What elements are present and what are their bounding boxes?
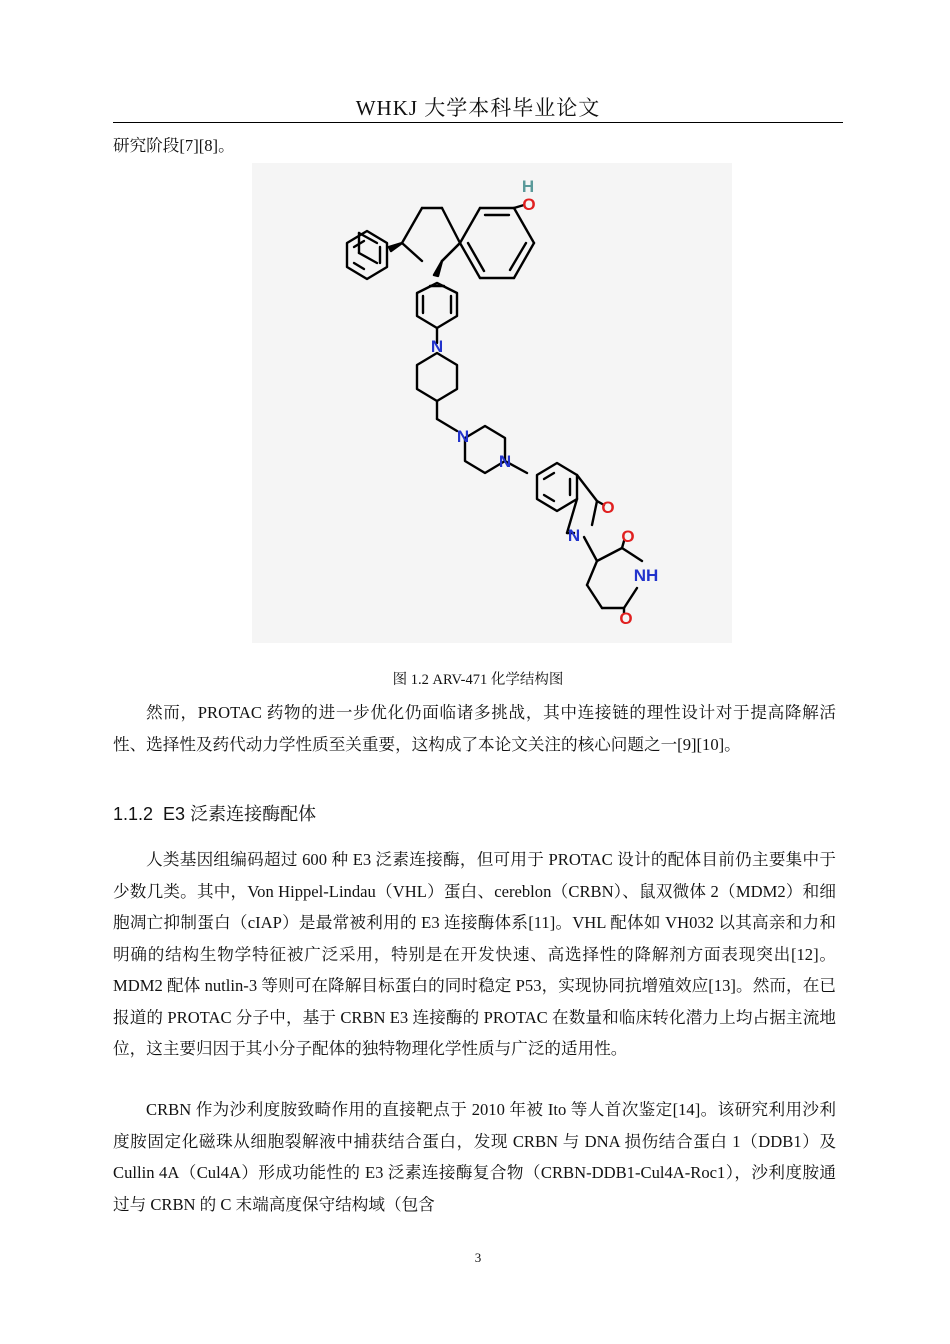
top-fragment: 研究阶段[7][8]。 bbox=[113, 136, 235, 155]
atom-label-o1: O bbox=[522, 195, 536, 214]
section-title: E3 泛素连接酶配体 bbox=[163, 804, 317, 824]
page-number: 3 bbox=[474, 1250, 482, 1265]
chemical-structure-figure bbox=[252, 163, 732, 643]
section-number: 1.1.2 bbox=[113, 804, 154, 824]
atom-label-o4: O bbox=[619, 609, 633, 628]
atom-label-n2: N bbox=[456, 427, 470, 446]
arv-471-structure bbox=[252, 163, 732, 643]
page-header-title: WHKJ 大学本科毕业论文 bbox=[355, 96, 601, 120]
figure-caption: 图 1.2 ARV-471 化学结构图 bbox=[392, 672, 564, 688]
paragraph-3: CRBN 作为沙利度胺致畸作用的直接靶点于 2010 年被 Ito 等人首次鉴定[14]。该研究利用沙利度胺固定化磁珠从细胞裂解液中捕获结合蛋白，发现 CRBN 与 DNA 损伤结合蛋白 1（DDB1）及 Cullin 4A（Cul4A）形成功能性的 E3 泛素连接酶复合物（CRBN-DDB1-Cul4A-Roc1），沙利度胺通过与 CRBN 的 C 末端高度保守结构域（包含 bbox=[113, 1100, 836, 1214]
atom-label-n4: N bbox=[567, 526, 581, 545]
atom-label-h1: H bbox=[521, 177, 535, 196]
atom-label-n1: N bbox=[430, 337, 444, 356]
paragraph-2: 人类基因组编码超过 600 种 E3 泛素连接酶，但可用于 PROTAC 设计的配体目前仍主要集中于少数几类。其中，Von Hippel-Lindau（VHL）蛋白、cereblon（CRBN）、鼠双微体 2（MDM2）和细胞凋亡抑制蛋白（cIAP）是最常被利用的 E3 连接酶体系[11]。VHL 配体如 VH032 以其高亲和力和明确的结构生物学特征被广泛采用，特别是在开发快速、高选择性的降解剂方面表现突出[12]。MDM2 配体 nutlin-3 等则可在降解目标蛋白的同时稳定 P53，实现协同抗增殖效应[13]。然而，在已报道的 PROTAC 分子中，基于 CRBN E3 连接酶的 PROTAC 在数量和临床转化潜力上均占据主流地位，这主要归因于其小分子配体的独特物理化学性质与广泛的适用性。 bbox=[113, 850, 836, 1058]
header-rule bbox=[113, 122, 843, 123]
atom-label-o2: O bbox=[601, 498, 615, 517]
section-heading bbox=[113, 800, 316, 826]
atom-label-o3: O bbox=[621, 527, 635, 546]
paragraph-1: 然而，PROTAC 药物的进一步优化仍面临诸多挑战，其中连接链的理性设计对于提高降解活性、选择性及药代动力学性质至关重要，这构成了本论文关注的核心问题之一[9][10]。 bbox=[113, 703, 836, 754]
atom-label-n5: NH bbox=[633, 566, 659, 585]
atom-label-n3: N bbox=[498, 452, 512, 471]
